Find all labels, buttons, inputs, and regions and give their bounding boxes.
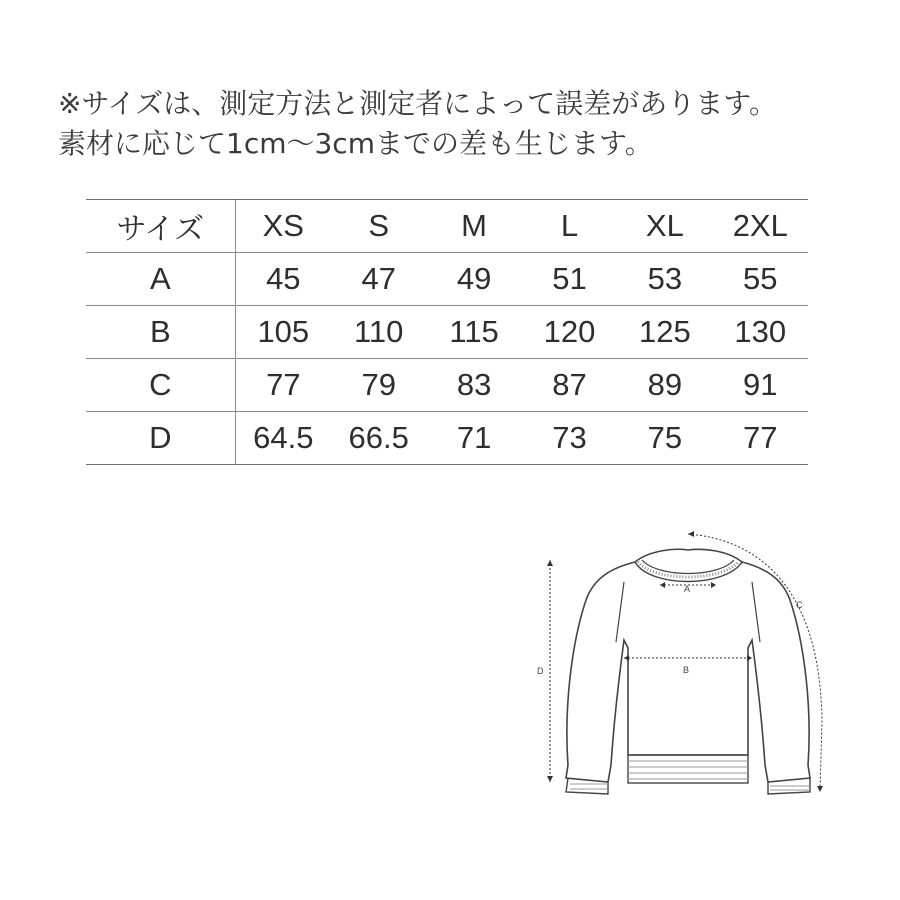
table-cell: 51 [522, 253, 617, 306]
table-cell: 75 [617, 412, 712, 465]
table-row [86, 306, 808, 359]
table-row [86, 253, 808, 306]
table-cell: 73 [522, 412, 617, 465]
table-cell: 83 [426, 359, 521, 412]
table-cell: 91 [713, 359, 808, 412]
table-cell: 77 [235, 359, 331, 412]
table-cell: 110 [331, 306, 426, 359]
table-cell: 79 [331, 359, 426, 412]
disclaimer-line-2: 素材に応じて1cm〜3cmまでの差も生じます。 [58, 127, 653, 160]
label-d: D [537, 666, 544, 676]
table-cell: 47 [331, 253, 426, 306]
table-cell: 120 [522, 306, 617, 359]
label-b: B [683, 665, 690, 675]
table-cell: 49 [426, 253, 521, 306]
label-a: A [684, 584, 691, 594]
sweatshirt-illustration-icon [520, 520, 860, 810]
measurement-label: C [86, 359, 235, 412]
table-cell: 125 [617, 306, 712, 359]
table-cell: 130 [713, 306, 808, 359]
size-column-header: 2XL [713, 200, 808, 253]
size-column-header: M [426, 200, 521, 253]
disclaimer-line-1: ※サイズは、測定方法と測定者によって誤差があります。 [58, 87, 777, 120]
size-column-header: XS [235, 200, 331, 253]
size-header-row [86, 200, 808, 253]
table-cell: 89 [617, 359, 712, 412]
table-row [86, 359, 808, 412]
table-cell: 87 [522, 359, 617, 412]
size-column-header: XL [617, 200, 712, 253]
table-cell: 53 [617, 253, 712, 306]
size-column-header: L [522, 200, 617, 253]
size-chart-table [86, 199, 808, 465]
measurement-label: A [86, 253, 235, 306]
table-cell: 55 [713, 253, 808, 306]
table-row [86, 412, 808, 465]
measurement-label: D [86, 412, 235, 465]
table-cell: 105 [235, 306, 331, 359]
label-c: C [796, 600, 803, 610]
table-cell: 71 [426, 412, 521, 465]
measurement-label: B [86, 306, 235, 359]
table-cell: 45 [235, 253, 331, 306]
table-cell: 64.5 [235, 412, 331, 465]
table-cell: 115 [426, 306, 521, 359]
size-header-label: サイズ [86, 200, 235, 253]
size-column-header: S [331, 200, 426, 253]
table-cell: 66.5 [331, 412, 426, 465]
sweatshirt-measurement-diagram [520, 520, 860, 810]
table-cell: 77 [713, 412, 808, 465]
